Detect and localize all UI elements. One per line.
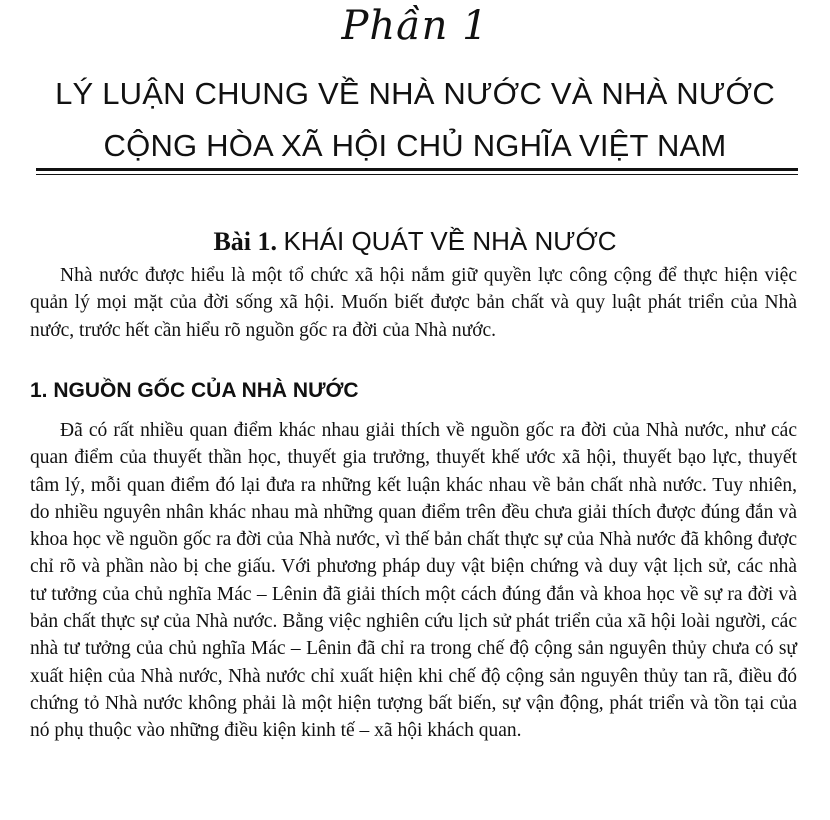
intro-paragraph: Nhà nước được hiểu là một tổ chức xã hội nắm giữ quyền lực công cộng để thực hiện việc quản lý mọi mặt của đời sống xã hội. Muốn biết được bản chất và quy luật phát triển của Nhà nước, trước hết cần hiểu rõ nguồn gốc ra đời của Nhà nước. — [30, 265, 797, 341]
part-title-line-1: LÝ LUẬN CHUNG VỀ NHÀ NƯỚC VÀ NHÀ NƯỚC — [55, 76, 775, 111]
section-paragraph: Đã có rất nhiều quan điểm khác nhau giải thích về nguồn gốc ra đời của Nhà nước, như các quan điểm của thuyết thần học, thuyết gia trưởng, thuyết khế ước xã hội, thuyết bạo lực, thuyết tâm lý, mỗi quan điểm đó lại đưa ra những kết luận khác nhau về bản chất nhà nước. Tuy nhiên, do nhiều nguyên nhân khác nhau mà những quan điểm trên đều chưa giải thích được đúng đắn và khoa học về nguồn gốc ra đời của Nhà nước, vì thế bản chất thực sự của Nhà nước đã không được chỉ rõ và phần nào bị che giấu. Với phương pháp duy vật biện chứng và duy vật lịch sử, các nhà tư tưởng của chủ nghĩa Mác – Lênin đã giải thích một cách đúng đắn và khoa học về sự ra đời và bản chất thực sự của Nhà nước. Bằng việc nghiên cứu lịch sử phát triển của xã hội loài người, các nhà tư tưởng của chủ nghĩa Mác – Lênin đã chỉ ra trong chế độ cộng sản nguyên thủy chưa có sự xuất hiện của Nhà nước, Nhà nước chỉ xuất hiện khi chế độ cộng sản nguyên thủy tan rã, điều đó chứng tỏ Nhà nước không phải là một hiện tượng bất biến, sự vận động, phát triển và tồn tại của nó phụ thuộc vào những điều kiện kinh tế – xã hội khách quan. — [30, 420, 797, 742]
part-title-line-2: CỘNG HÒA XÃ HỘI CHỦ NGHĨA VIỆT NAM — [103, 128, 727, 163]
lesson-title — [0, 224, 830, 259]
section-heading: 1. NGUỒN GỐC CỦA NHÀ NƯỚC — [30, 379, 359, 402]
lesson-label: Bài 1. — [213, 227, 278, 256]
title-underline-thin — [36, 174, 798, 175]
lesson-title-text: KHÁI QUÁT VỀ NHÀ NƯỚC — [283, 226, 617, 256]
part-heading: Phần 1 — [341, 3, 489, 49]
title-underline-thick — [36, 168, 798, 171]
